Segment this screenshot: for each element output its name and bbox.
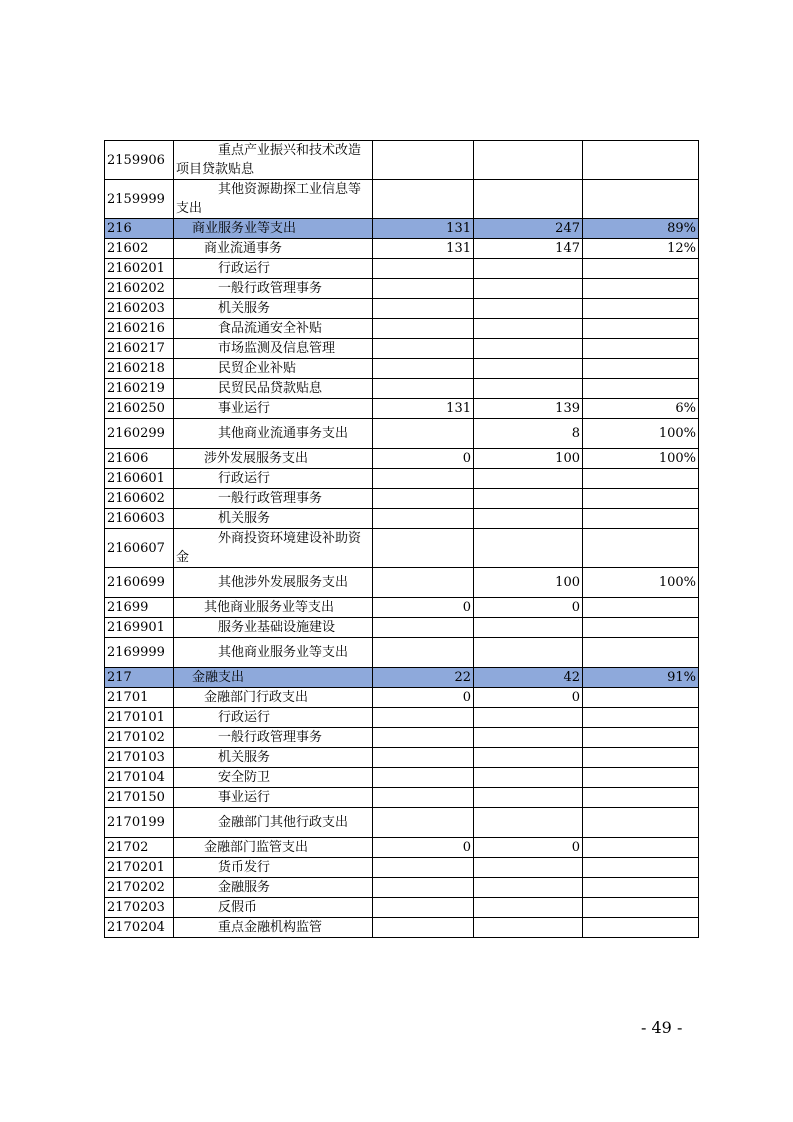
- value-col-1: [373, 259, 474, 279]
- value-col-3: [583, 618, 699, 638]
- value-col-2: 139: [474, 399, 583, 419]
- row-code: 216: [105, 219, 174, 239]
- value-col-1: [373, 180, 474, 219]
- row-code: 21701: [105, 688, 174, 708]
- value-col-2: 0: [474, 838, 583, 858]
- value-col-3: [583, 858, 699, 878]
- row-code: 2170102: [105, 728, 174, 748]
- table-row: [105, 618, 699, 638]
- row-name: 事业运行: [174, 788, 373, 808]
- row-name: 金融部门监管支出: [174, 838, 373, 858]
- row-name: 安全防卫: [174, 768, 373, 788]
- value-col-2: [474, 509, 583, 529]
- row-name: 金融部门其他行政支出: [174, 808, 373, 838]
- row-name: 其他资源勘探工业信息等支出: [174, 180, 373, 219]
- row-code: 2170204: [105, 918, 174, 938]
- value-col-1: [373, 489, 474, 509]
- row-code: 2160203: [105, 299, 174, 319]
- value-col-3: [583, 808, 699, 838]
- value-col-3: 100%: [583, 419, 699, 449]
- value-col-1: [373, 918, 474, 938]
- value-col-2: [474, 898, 583, 918]
- value-col-3: [583, 918, 699, 938]
- value-col-2: [474, 788, 583, 808]
- value-col-3: [583, 339, 699, 359]
- budget-table-body: [105, 141, 699, 938]
- value-col-3: [583, 878, 699, 898]
- row-name: 机关服务: [174, 748, 373, 768]
- table-row: [105, 878, 699, 898]
- row-code: 2160250: [105, 399, 174, 419]
- value-col-2: [474, 768, 583, 788]
- row-name: 一般行政管理事务: [174, 489, 373, 509]
- row-code: 2170101: [105, 708, 174, 728]
- value-col-1: [373, 419, 474, 449]
- value-col-3: [583, 359, 699, 379]
- row-code: 2160201: [105, 259, 174, 279]
- value-col-1: [373, 299, 474, 319]
- value-col-2: [474, 808, 583, 838]
- row-code: 2170201: [105, 858, 174, 878]
- row-name: 其他商业服务业等支出: [174, 598, 373, 618]
- row-name: 机关服务: [174, 509, 373, 529]
- value-col-2: [474, 728, 583, 748]
- value-col-1: [373, 768, 474, 788]
- row-code: 2169999: [105, 638, 174, 668]
- row-code: 2159906: [105, 141, 174, 180]
- row-name: 金融部门行政支出: [174, 688, 373, 708]
- value-col-2: [474, 279, 583, 299]
- value-col-2: [474, 529, 583, 568]
- row-code: 2160217: [105, 339, 174, 359]
- table-row: [105, 379, 699, 399]
- value-col-3: 100%: [583, 568, 699, 598]
- value-col-1: [373, 898, 474, 918]
- value-col-3: 12%: [583, 239, 699, 259]
- row-name: 民贸企业补贴: [174, 359, 373, 379]
- row-code: 2160607: [105, 529, 174, 568]
- row-name: 行政运行: [174, 469, 373, 489]
- table-row: [105, 399, 699, 419]
- row-code: 2170203: [105, 898, 174, 918]
- row-code: 2160699: [105, 568, 174, 598]
- value-col-2: 100: [474, 449, 583, 469]
- row-name: 商业流通事务: [174, 239, 373, 259]
- row-code: 2169901: [105, 618, 174, 638]
- value-col-1: [373, 509, 474, 529]
- value-col-3: [583, 469, 699, 489]
- value-col-1: 0: [373, 688, 474, 708]
- table-row: [105, 638, 699, 668]
- value-col-2: 247: [474, 219, 583, 239]
- value-col-3: [583, 598, 699, 618]
- row-name: 一般行政管理事务: [174, 728, 373, 748]
- row-name: 机关服务: [174, 299, 373, 319]
- value-col-3: [583, 768, 699, 788]
- budget-table: [104, 140, 699, 938]
- value-col-1: 22: [373, 668, 474, 688]
- row-code: 2170104: [105, 768, 174, 788]
- value-col-2: [474, 748, 583, 768]
- value-col-2: [474, 878, 583, 898]
- value-col-2: 100: [474, 568, 583, 598]
- value-col-3: [583, 728, 699, 748]
- table-row: [105, 180, 699, 219]
- value-col-2: [474, 618, 583, 638]
- row-name: 一般行政管理事务: [174, 279, 373, 299]
- table-row: [105, 359, 699, 379]
- value-col-1: [373, 568, 474, 598]
- value-col-2: [474, 180, 583, 219]
- row-code: 2160603: [105, 509, 174, 529]
- value-col-3: [583, 708, 699, 728]
- row-code: 2160219: [105, 379, 174, 399]
- table-row: [105, 141, 699, 180]
- value-col-2: 8: [474, 419, 583, 449]
- value-col-2: [474, 858, 583, 878]
- value-col-2: [474, 319, 583, 339]
- table-row: [105, 509, 699, 529]
- value-col-2: [474, 918, 583, 938]
- table-row: [105, 259, 699, 279]
- value-col-1: [373, 708, 474, 728]
- value-col-1: [373, 788, 474, 808]
- row-name: 其他涉外发展服务支出: [174, 568, 373, 598]
- value-col-3: [583, 788, 699, 808]
- value-col-3: [583, 688, 699, 708]
- value-col-2: 0: [474, 598, 583, 618]
- table-row: [105, 808, 699, 838]
- value-col-1: [373, 808, 474, 838]
- table-row: [105, 339, 699, 359]
- row-code: 2170199: [105, 808, 174, 838]
- row-code: 2160218: [105, 359, 174, 379]
- row-name: 市场监测及信息管理: [174, 339, 373, 359]
- value-col-3: [583, 838, 699, 858]
- table-row: [105, 279, 699, 299]
- value-col-2: [474, 299, 583, 319]
- row-name: 涉外发展服务支出: [174, 449, 373, 469]
- table-row: [105, 299, 699, 319]
- table-row: [105, 688, 699, 708]
- value-col-3: 6%: [583, 399, 699, 419]
- value-col-1: [373, 319, 474, 339]
- value-col-2: [474, 708, 583, 728]
- table-row: [105, 788, 699, 808]
- row-code: 2170202: [105, 878, 174, 898]
- row-name: 重点产业振兴和技术改造项目贷款贴息: [174, 141, 373, 180]
- table-row: [105, 748, 699, 768]
- value-col-2: 42: [474, 668, 583, 688]
- table-row: [105, 419, 699, 449]
- row-code: 21602: [105, 239, 174, 259]
- table-row: [105, 239, 699, 259]
- value-col-1: [373, 748, 474, 768]
- table-row: [105, 898, 699, 918]
- row-name: 金融服务: [174, 878, 373, 898]
- category-row: [105, 219, 699, 239]
- value-col-1: 131: [373, 399, 474, 419]
- value-col-3: 91%: [583, 668, 699, 688]
- value-col-1: [373, 529, 474, 568]
- value-col-3: [583, 319, 699, 339]
- row-code: 21702: [105, 838, 174, 858]
- row-name: 反假币: [174, 898, 373, 918]
- value-col-3: [583, 489, 699, 509]
- row-code: 217: [105, 668, 174, 688]
- row-name: 事业运行: [174, 399, 373, 419]
- row-name: 货币发行: [174, 858, 373, 878]
- row-code: 2170103: [105, 748, 174, 768]
- value-col-1: [373, 141, 474, 180]
- value-col-3: [583, 898, 699, 918]
- row-name: 服务业基础设施建设: [174, 618, 373, 638]
- value-col-2: 0: [474, 688, 583, 708]
- value-col-1: [373, 878, 474, 898]
- value-col-2: [474, 489, 583, 509]
- table-row: [105, 918, 699, 938]
- row-name: 行政运行: [174, 259, 373, 279]
- value-col-1: [373, 339, 474, 359]
- table-row: [105, 768, 699, 788]
- value-col-3: [583, 299, 699, 319]
- value-col-1: [373, 618, 474, 638]
- value-col-1: 0: [373, 838, 474, 858]
- row-name: 其他商业服务业等支出: [174, 638, 373, 668]
- value-col-1: [373, 728, 474, 748]
- table-row: [105, 728, 699, 748]
- value-col-2: [474, 141, 583, 180]
- value-col-2: [474, 359, 583, 379]
- value-col-3: [583, 141, 699, 180]
- table-row: [105, 708, 699, 728]
- value-col-1: 0: [373, 598, 474, 618]
- table-row: [105, 319, 699, 339]
- table-row: [105, 838, 699, 858]
- value-col-3: [583, 529, 699, 568]
- value-col-3: 89%: [583, 219, 699, 239]
- row-code: 21606: [105, 449, 174, 469]
- value-col-3: [583, 748, 699, 768]
- row-code: 2159999: [105, 180, 174, 219]
- row-code: 2160601: [105, 469, 174, 489]
- table-row: [105, 449, 699, 469]
- table-row: [105, 469, 699, 489]
- table-row: [105, 529, 699, 568]
- value-col-1: 0: [373, 449, 474, 469]
- value-col-3: [583, 180, 699, 219]
- row-name: 金融支出: [174, 668, 373, 688]
- value-col-3: [583, 638, 699, 668]
- table-row: [105, 598, 699, 618]
- value-col-3: [583, 379, 699, 399]
- row-code: 2160202: [105, 279, 174, 299]
- row-name: 食品流通安全补贴: [174, 319, 373, 339]
- value-col-1: [373, 638, 474, 668]
- value-col-3: [583, 279, 699, 299]
- value-col-2: [474, 259, 583, 279]
- row-code: 2160299: [105, 419, 174, 449]
- row-name: 民贸民品贷款贴息: [174, 379, 373, 399]
- value-col-2: [474, 638, 583, 668]
- table-row: [105, 568, 699, 598]
- page-number: - 49 -: [641, 1018, 683, 1037]
- category-row: [105, 668, 699, 688]
- value-col-3: [583, 509, 699, 529]
- row-name: 商业服务业等支出: [174, 219, 373, 239]
- row-name: 外商投资环境建设补助资金: [174, 529, 373, 568]
- value-col-1: 131: [373, 219, 474, 239]
- row-name: 行政运行: [174, 708, 373, 728]
- row-name: 其他商业流通事务支出: [174, 419, 373, 449]
- value-col-1: [373, 858, 474, 878]
- value-col-3: [583, 259, 699, 279]
- value-col-1: 131: [373, 239, 474, 259]
- table-row: [105, 858, 699, 878]
- row-code: 21699: [105, 598, 174, 618]
- row-code: 2170150: [105, 788, 174, 808]
- value-col-1: [373, 379, 474, 399]
- value-col-2: 147: [474, 239, 583, 259]
- value-col-1: [373, 469, 474, 489]
- value-col-2: [474, 469, 583, 489]
- value-col-2: [474, 379, 583, 399]
- table-row: [105, 489, 699, 509]
- row-code: 2160602: [105, 489, 174, 509]
- value-col-1: [373, 279, 474, 299]
- row-name: 重点金融机构监管: [174, 918, 373, 938]
- value-col-1: [373, 359, 474, 379]
- value-col-3: 100%: [583, 449, 699, 469]
- row-code: 2160216: [105, 319, 174, 339]
- value-col-2: [474, 339, 583, 359]
